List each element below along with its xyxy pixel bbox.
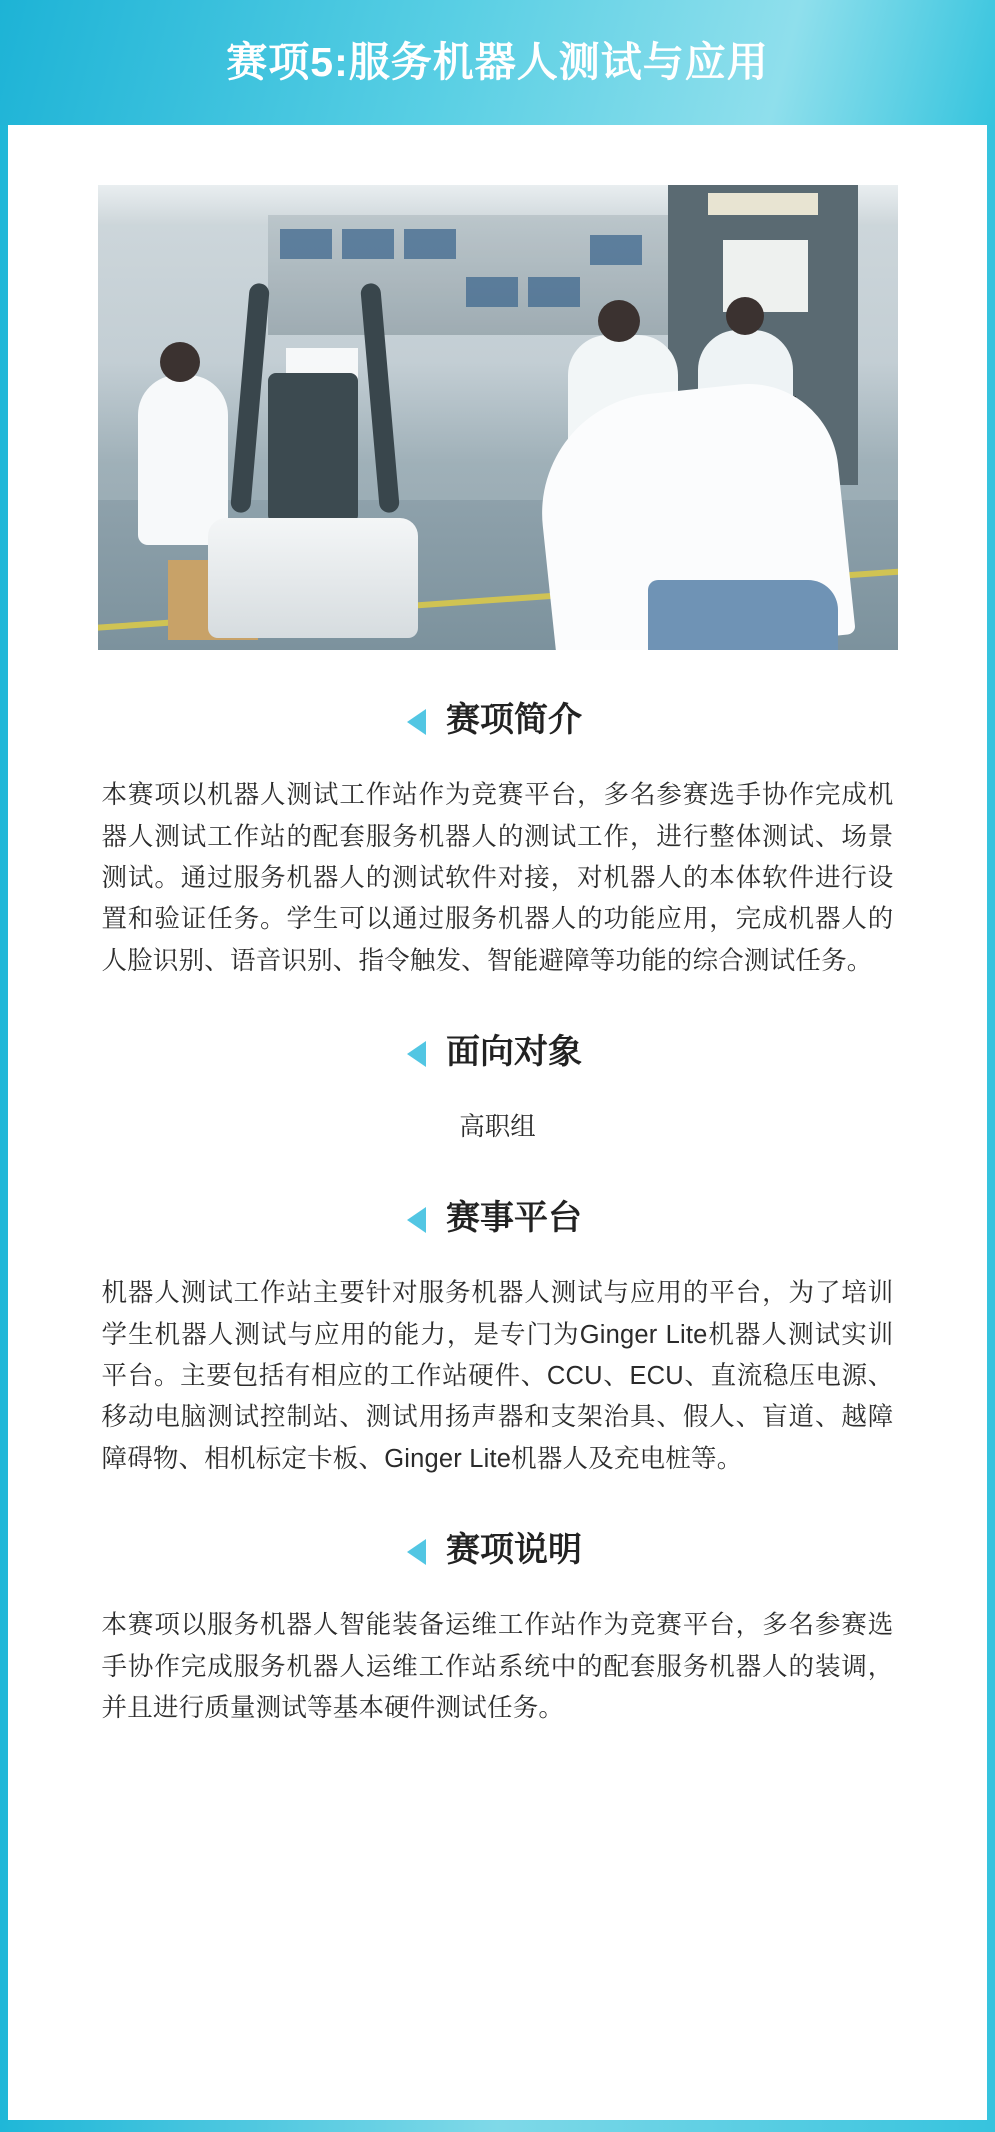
section-body: 本赛项以服务机器人智能装备运维工作站作为竞赛平台，多名参赛选手协作完成服务机器人运维工作站系统中的配套服务机器人的装调，并且进行质量测试等基本硬件测试任务。 [101,1611,894,1722]
section-body: 高职组 [459,1113,536,1142]
photo-shelf-box [528,277,580,307]
photo-shelf-box [280,229,332,259]
photo-robot-arm [360,283,400,514]
hero-image-wrapper [98,185,898,650]
section-title [440,702,588,745]
photo-foreground-worker-legs [648,580,838,650]
section-heading [98,1034,898,1077]
robot-test-workstation-photo [98,185,898,650]
section-title-text: 赛项说明 [446,1530,582,1569]
section-description [98,1532,898,1729]
triangle-marker-icon [407,709,426,735]
section-body: 本赛项以机器人测试工作站作为竞赛平台，多名参赛选手协作完成机器人测试工作站的配套服务机器人的测试工作，进行整体测试、场景测试。通过服务机器人的测试软件对接，对机器人的本体软件进行设置和验证任务。学生可以通过服务机器人的功能应用，完成机器人的人脸识别、语音识别、指令触发、智能避障等功能的综合测试任务。 [101,781,894,975]
section-title-text: 赛项简介 [446,701,582,739]
photo-wall-label [708,193,818,215]
section-title-text: 面向对象 [446,1032,582,1071]
photo-robot-base [208,518,418,638]
photo-worker-head [726,297,764,335]
section-title [440,1200,588,1243]
section-heading [98,702,898,745]
photo-shelf-box [466,277,518,307]
section-title [440,1532,588,1575]
section-title [440,1034,588,1077]
photo-worker-head [160,342,200,382]
photo-shelf-box [404,229,456,259]
page-header [0,0,995,125]
photo-robot-torso [268,373,358,523]
section-body: 机器人测试工作站主要针对服务机器人测试与应用的平台，为了培训学生机器人测试与应用的能力，是专门为Ginger Lite机器人测试实训平台。主要包括有相应的工作站硬件、CCU、ECU、直流稳压电源、移动电脑测试控制站、测试用扬声器和支架治具、假人、盲道、越障障碍物、相机标定卡板、Ginger Lite机器人及充电桩等。 [101,1279,894,1473]
content-sheet [8,125,987,2120]
page-title: 赛项5:服务机器人测试与应用 [226,38,769,85]
triangle-marker-icon [407,1207,426,1233]
photo-robot-arm [230,283,270,514]
triangle-marker-icon [407,1041,426,1067]
photo-service-robot [198,278,428,638]
section-audience [98,1034,898,1148]
section-title-text: 赛事平台 [446,1199,582,1238]
section-intro [98,702,898,982]
photo-worker-head [598,300,640,342]
photo-shelf-box [590,235,642,265]
triangle-marker-icon [407,1539,426,1565]
section-platform [98,1200,898,1480]
photo-shelf-box [342,229,394,259]
section-heading [98,1200,898,1243]
section-heading [98,1532,898,1575]
